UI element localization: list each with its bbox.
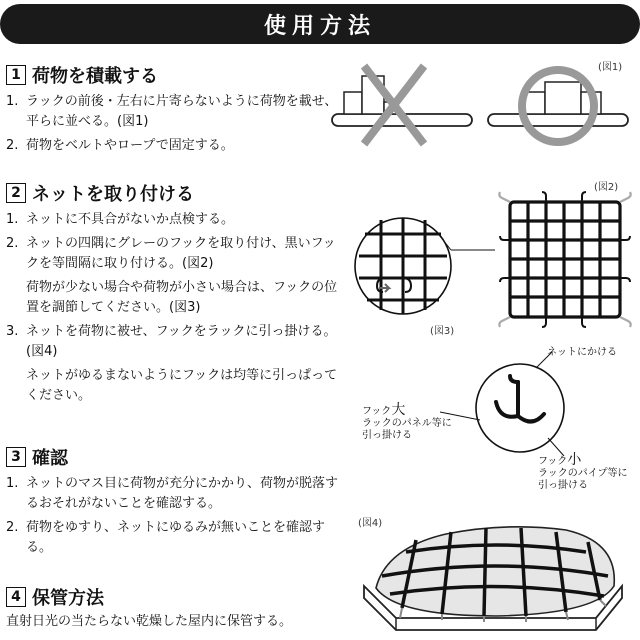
list-item bbox=[6, 518, 341, 558]
list-item bbox=[6, 612, 341, 632]
item-number: 3. bbox=[6, 324, 19, 339]
item-number: 1. bbox=[6, 476, 19, 491]
callout-hook-small bbox=[538, 454, 628, 492]
item-text: ラックの前後・左右に片寄らないように荷物を載せ、平らに並べる。(図1) bbox=[26, 94, 338, 129]
section-storage bbox=[6, 584, 341, 632]
figure-3-detail bbox=[355, 214, 525, 324]
item-number: 1. bbox=[6, 212, 19, 227]
good-load-illustration bbox=[488, 82, 628, 126]
list-item bbox=[6, 210, 341, 230]
item-number: 1. bbox=[6, 94, 19, 109]
page-header bbox=[0, 4, 640, 44]
callout-hook-large bbox=[362, 404, 452, 442]
section-attach-net bbox=[6, 180, 341, 406]
figure-1-label: (図1) bbox=[598, 62, 623, 73]
callout-hook-small-prefix: フック bbox=[538, 456, 568, 467]
item-number: 2. bbox=[6, 236, 19, 251]
item-text: ネットのマス目に荷物が充分にかかり、荷物が脱落するおそれがないことを確認する。 bbox=[26, 476, 339, 511]
item-note: 荷物が少ない場合や荷物が小さい場合は、フックの位置を調節してください。(図3) bbox=[26, 280, 338, 315]
callout-hook-large-size: 大 bbox=[391, 402, 406, 418]
section-heading bbox=[6, 180, 341, 206]
callout-hook-small-desc1: ラックのパイプ等に bbox=[538, 468, 628, 479]
callout-hook-small-desc2: 引っ掛ける bbox=[538, 480, 588, 491]
callout-hook-large-prefix: フック bbox=[362, 406, 392, 417]
section-title: ネットを取り付ける bbox=[32, 184, 194, 205]
item-note: ネットがゆるまないようにフックは均等に引っぱってください。 bbox=[26, 368, 338, 403]
item-number: 2. bbox=[6, 520, 19, 535]
item-text: 荷物をゆすり、ネットにゆるみが無いことを確認する。 bbox=[26, 520, 326, 555]
item-text: ネットの四隅にグレーのフックを取り付け、黒いフックを等間隔に取り付ける。(図2) bbox=[26, 236, 336, 271]
section-title: 保管方法 bbox=[32, 588, 104, 609]
section-heading bbox=[6, 62, 341, 88]
callout-hook-small-size: 小 bbox=[567, 452, 582, 468]
callout-hook-large-desc2: 引っ掛ける bbox=[362, 430, 412, 441]
item-text: ネットに不具合がないか点検する。 bbox=[26, 212, 235, 227]
figure-2-label: (図2) bbox=[594, 182, 619, 193]
list-item bbox=[6, 92, 341, 132]
section-heading bbox=[6, 444, 341, 470]
section-heading bbox=[6, 584, 341, 610]
section-confirm bbox=[6, 444, 341, 558]
item-text: ネットを荷物に被せ、フックをラックに引っ掛ける。(図4) bbox=[26, 324, 337, 359]
section-title: 荷物を積載する bbox=[32, 66, 158, 87]
page-title: 使用方法 bbox=[263, 13, 376, 39]
item-text: 直射日光の当たらない乾燥した屋内に保管する。 bbox=[6, 614, 293, 629]
list-item bbox=[6, 136, 341, 156]
section-number: 1 bbox=[6, 65, 26, 85]
callout-hook-large-desc1: ラックのパネル等に bbox=[362, 418, 452, 429]
list-item bbox=[6, 322, 341, 362]
figure-4-label: (図4) bbox=[358, 518, 383, 529]
figure-4-rack bbox=[356, 516, 626, 634]
section-load bbox=[6, 62, 341, 156]
section-number: 3 bbox=[6, 447, 26, 467]
section-number: 4 bbox=[6, 587, 26, 607]
figure-3-label: (図3) bbox=[430, 326, 455, 337]
item-text: 荷物をベルトやロープで固定する。 bbox=[26, 138, 234, 153]
callout-net: ネットにかける bbox=[547, 347, 617, 358]
section-number: 2 bbox=[6, 183, 26, 203]
figure-1 bbox=[330, 62, 630, 162]
list-item bbox=[6, 234, 341, 274]
list-item bbox=[6, 474, 341, 514]
section-title: 確認 bbox=[32, 448, 68, 469]
item-number: 2. bbox=[6, 138, 19, 153]
